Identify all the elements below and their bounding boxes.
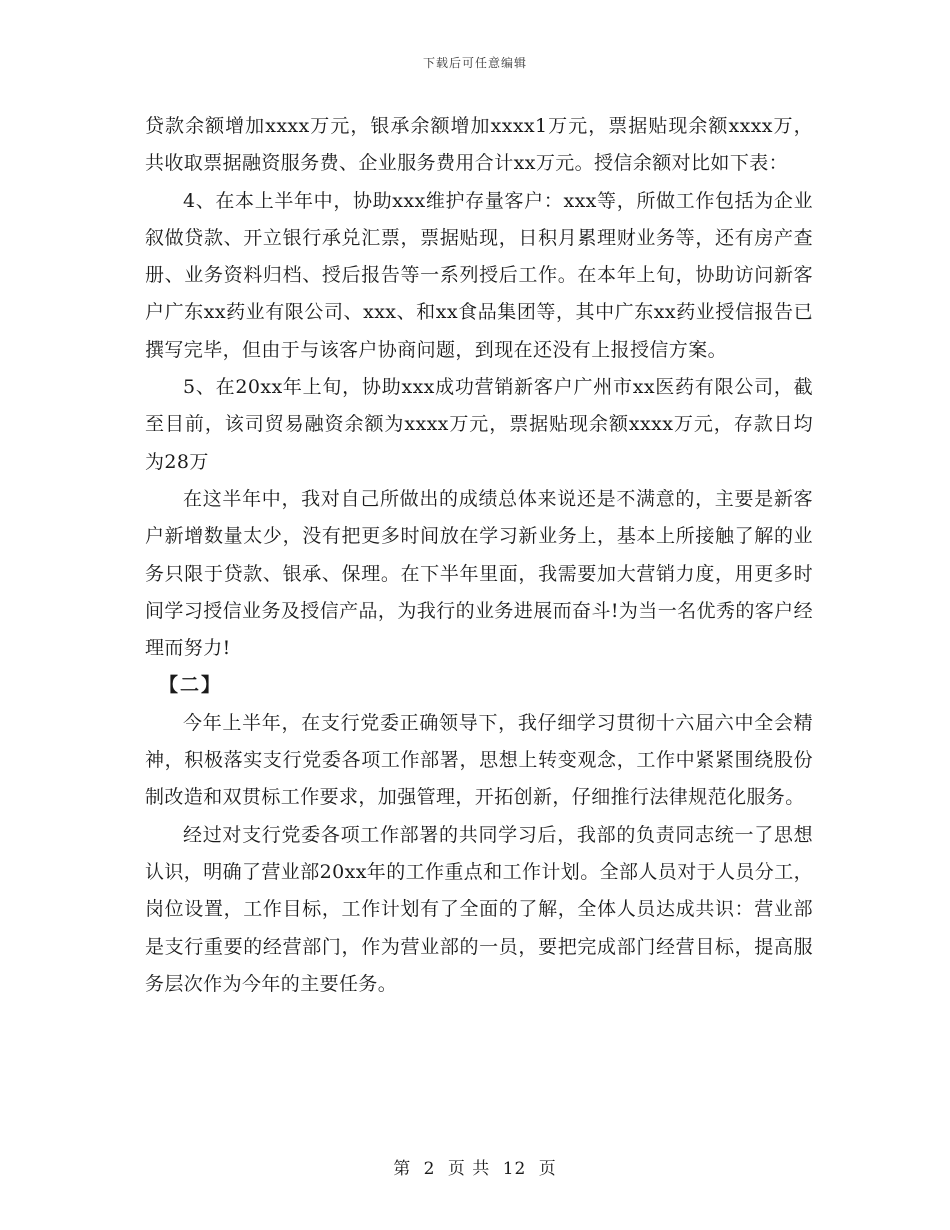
- paragraph-item-5: 5、在20xx年上旬，协助xxx成功营销新客户广州市xx医药有限公司，截至目前，该司贸易融资余额为xxxx万元，票据贴现余额xxxx万元，存款日均为28万: [145, 376, 813, 473]
- paragraph-first-half-year: 今年上半年，在支行党委正确领导下，我仔细学习贯彻十六届六中全会精神，积极落实支行党委各项工作部署，思想上转变观念，工作中紧紧围绕股份制改造和双贯标工作要求，加强管理，开拓创新，仔细推行法律规范化服务。: [145, 711, 813, 809]
- paragraph-item-4: 4、在本上半年中，协助xxx维护存量客户：xxx等，所做工作包括为企业叙做贷款、开立银行承兑汇票，票据贴现，日积月累理财业务等，还有房产查册、业务资料归档、授后报告等一系列授后工作。在本年上旬，协助访问新客户广东xx药业有限公司、xxx、和xx食品集团等，其中广东xx药业授信报告已撰写完毕，但由于与该客户协商问题，到现在还没有上报授信方案。: [145, 189, 813, 361]
- paragraph-work-plan: 经过对支行党委各项工作部署的共同学习后，我部的负责同志统一了思想认识，明确了营业部20xx年的工作重点和工作计划。全部人员对于人员分工，岗位设置，工作目标，工作计划有了全面的了解，全体人员达成共识：营业部是支行重要的经营部门，作为营业部的一员，要把完成部门经营目标，提高服务层次作为今年的主要任务。: [145, 823, 814, 995]
- footer-middle: 页 共: [447, 1159, 491, 1179]
- footer-suffix: 页: [538, 1159, 557, 1179]
- document-body: [145, 108, 813, 1003]
- footer-prefix: 第: [393, 1159, 412, 1179]
- header-note: 下载后可任意编辑: [422, 56, 527, 70]
- paragraph-loan-balance: 贷款余额增加xxxx万元，银承余额增加xxxx1万元，票据贴现余额xxxx万，共收取票据融资服务费、企业服务费用合计xx万元。授信余额对比如下表：: [145, 115, 813, 175]
- paragraph-self-assessment: 在这半年中，我对自己所做出的成绩总体来说还是不满意的，主要是新客户新增数量太少，没有把更多时间放在学习新业务上，基本上所接触了解的业务只限于贷款、银承、保理。在下半年里面，我需要加大营销力度，用更多时间学习授信业务及授信产品，为我行的业务进展而奋斗!为当一名优秀的客户经理而努力!: [145, 487, 813, 660]
- footer-total-pages: 12: [502, 1159, 527, 1179]
- footer-current-page: 2: [423, 1159, 436, 1179]
- page-number-footer: [0, 1154, 950, 1179]
- section-heading-two: 【二】: [159, 674, 223, 697]
